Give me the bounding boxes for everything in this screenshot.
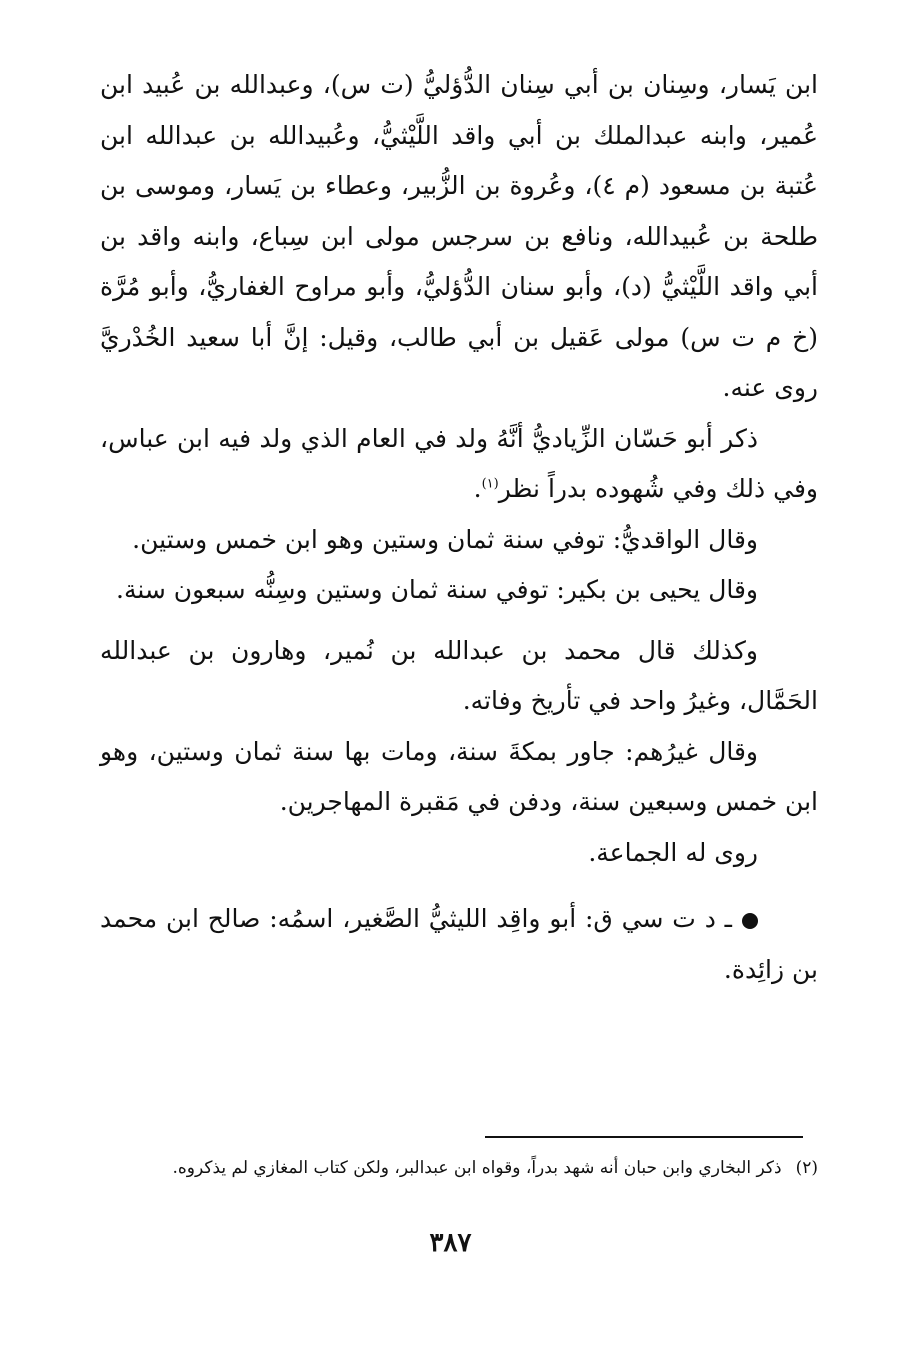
paragraph-narrators: ابن يَسار، وسِنان بن أبي سِنان الدُّؤليُّ (ت س)، وعبدالله بن عُبيد ابن عُمير، وابنه عبدالملك بن أبي واقد اللَّيْثيُّ، وعُبيدالله بن عبدالله ابن عُتبة بن مسعود (م ٤)، وعُروة بن الزُّبير، وعطاء بن يَسار، وموسى بن طلحة بن عُبيدالله، ونافع بن سرجس مولى ابن سِباع، وابنه واقد بن أبي واقد اللَّيْثيُّ (د)، وأبو سنان الدُّؤليُّ، وأبو مراوح الغفاريُّ، وأبو مُرَّة (خ م ت س) مولى عَقيل بن أبي طالب، وقيل: إنَّ أبا سعيد الخُدْريَّ روى عنه.: [100, 70, 819, 402]
paragraph-others: وقال غيرُهم: جاور بمكةَ سنة، ومات بها سنة ثمان وستين، وهو ابن خمس وسبعين سنة، ودفن في مَقبرة المهاجرين.: [100, 736, 818, 816]
bullet-icon: [742, 913, 758, 929]
footnote-text: ذكر البخاري وابن حبان أنه شهد بدراً، وقواه ابن عبدالبر، ولكن كتاب المغازي لم يذكروه.: [172, 1158, 782, 1178]
paragraph-numair: وكذلك قال محمد بن عبدالله بن نُمير، وهارون بن عبدالله الحَمَّال، وغيرُ واحد في تأريخ وفاته.: [100, 635, 818, 715]
entry-abu-waqid-text: ـ د ت سي ق: أبو واقِد الليثيُّ الصَّغير، اسمُه: صالح ابن محمد بن زائِدة.: [100, 904, 818, 984]
paragraph-transmitters: روى له الجماعة.: [588, 837, 758, 867]
paragraph-birth-note: [100, 414, 818, 515]
footnote: [100, 1150, 818, 1186]
main-text: [100, 60, 818, 995]
paragraph-birth-text: ذكر أبو حَسّان الزِّياديُّ أنَّهُ ولد في العام الذي ولد فيه ابن عباس، وفي ذلك وفي شُهوده بدراً نظر: [100, 423, 818, 503]
footnote-marker: (٢): [795, 1158, 818, 1178]
paragraph-yahya: وقال يحيى بن بكير: توفي سنة ثمان وستين وسِنُّه سبعون سنة.: [116, 575, 758, 604]
entry-abu-waqid: [100, 894, 818, 995]
paragraph-waqidi: وقال الواقديُّ: توفي سنة ثمان وستين وهو ابن خمس وستين.: [132, 524, 758, 554]
footnote-divider: [485, 1136, 803, 1138]
paragraph-birth-end: .: [473, 474, 482, 503]
footnote-reference: (١): [481, 476, 499, 492]
page-number: ٣٨٧: [429, 1228, 472, 1258]
